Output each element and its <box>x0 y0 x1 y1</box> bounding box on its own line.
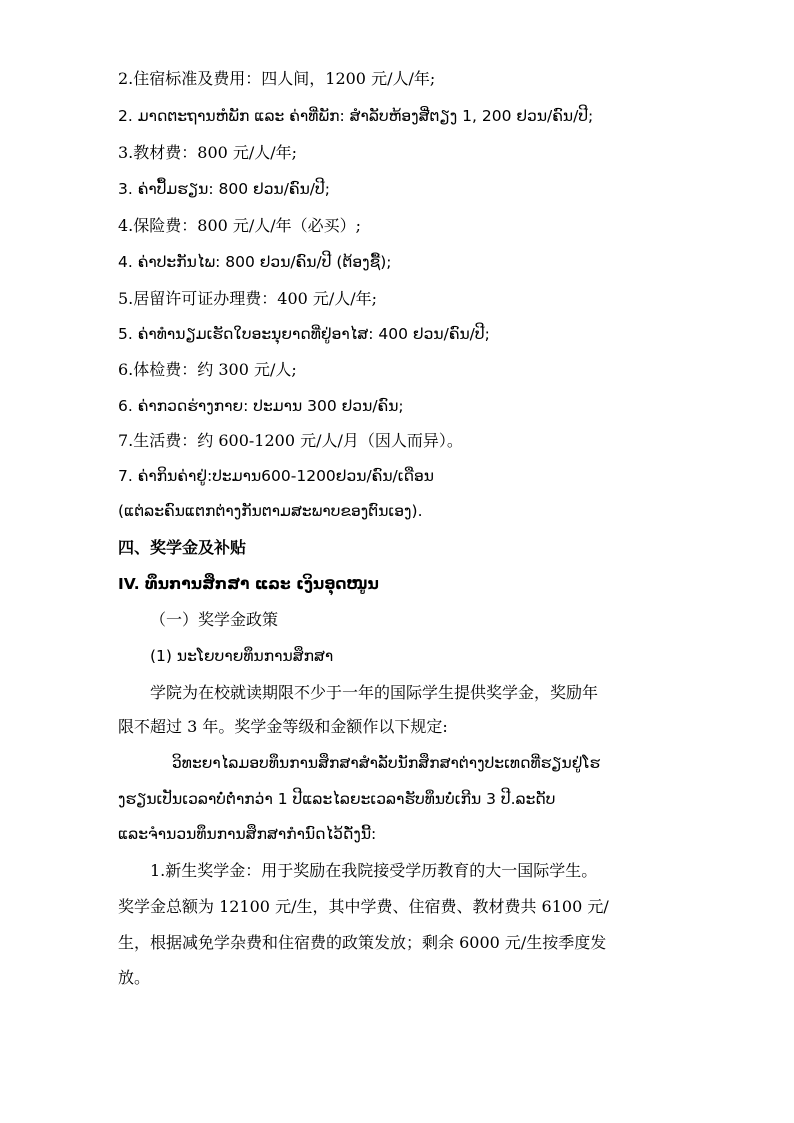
freshman-scholarship-line3: 生，根据减免学杂费和住宿费的政策发放；剩余 6000 元/生按季度发 <box>118 933 607 952</box>
section-heading-zh: 四、奖学金及补贴 <box>118 538 247 557</box>
scholarship-intro-lao-line1: ວິທະຍາໄລມອບທຶນການສຶກສາສຳລັບນັກສຶກສາຕ່າງປະເທດທີ່ຮຽນຢູ່ໂຮ <box>172 754 601 772</box>
scholarship-intro-lao-line2: ງຮຽນເປັນເວລາບໍ່ຕ່ຳກວ່າ 1 ປີແລະໄລຍະເວລາຮັບທຶນບໍ່ເກີນ 3 ປີ.ລະດັບ <box>118 790 556 808</box>
living-expenses-zh: 7.生活费：约 600-1200 元/人/月（因人而异）。 <box>118 431 463 450</box>
freshman-scholarship-line2: 奖学金总额为 12100 元/生，其中学费、住宿费、教材费共 6100 元/ <box>118 897 609 916</box>
textbook-fee-zh: 3.教材费：800 元/人/年; <box>118 143 298 162</box>
residence-permit-fee-lao: 5. ຄ່າທຳນຽມເຮັດໃບອະນຸຍາດທີ່ຢູ່ອາໄສ: 400 ຢວນ/ຄົນ/ປີ; <box>118 325 490 343</box>
freshman-scholarship-line4: 放。 <box>118 968 151 987</box>
scholarship-intro-lao-line3: ແລະຈຳນວນທຶນການສຶກສາກຳນົດໄວ້ດັ່ງນີ້: <box>118 825 377 843</box>
medical-exam-fee-lao: 6. ຄ່າກວດຮ່າງກາຍ: ປະມານ 300 ຢວນ/ຄົນ; <box>118 397 404 415</box>
living-expenses-lao: 7. ຄ່າກິນຄ່າຢູ່:ປະມານ600-1200ຢວນ/ຄົນ/ເດືອນ <box>118 467 434 485</box>
freshman-scholarship-line1: 1.新生奖学金：用于奖励在我院接受学历教育的大一国际学生。 <box>150 861 598 880</box>
textbook-fee-lao: 3. ຄ່າປຶ້ມຮຽນ: 800 ຢວນ/ຄົນ/ປີ; <box>118 180 330 198</box>
subsection-heading-zh: （一）奖学金政策 <box>150 610 279 629</box>
accommodation-fee-lao: 2. ມາດຕະຖານຫໍພັກ ແລະ ຄ່າທີ່ພັກ: ສຳລັບຫ້ອງສີ່ຕຽງ 1, 200 ຢວນ/ຄົນ/ປີ; <box>118 107 594 125</box>
section-heading-lao: IV. ທຶນການສຶກສາ ແລະ ເງິນອຸດໜູນ <box>118 575 379 593</box>
medical-exam-fee-zh: 6.体检费：约 300 元/人; <box>118 360 297 379</box>
scholarship-intro-zh-line1: 学院为在校就读期限不少于一年的国际学生提供奖学金，奖励年 <box>150 683 599 702</box>
insurance-fee-zh: 4.保险费：800 元/人/年（必买）; <box>118 216 362 235</box>
living-expenses-lao-note: (ແຕ່ລະຄົນແຕກຕ່າງກັນຕາມສະພາບຂອງຕົນເອງ). <box>118 502 423 520</box>
subsection-heading-lao: (1) ນະໂຍບາຍທຶນການສຶກສາ <box>150 647 334 665</box>
insurance-fee-lao: 4. ຄ່າປະກັນໄພ: 800 ຢວນ/ຄົນ/ປີ (ຕ້ອງຊື້); <box>118 253 392 271</box>
residence-permit-fee-zh: 5.居留许可证办理费：400 元/人/年; <box>118 289 378 308</box>
accommodation-fee-zh: 2.住宿标准及费用：四人间，1200 元/人/年; <box>118 69 436 88</box>
scholarship-intro-zh-line2: 限不超过 3 年。奖学金等级和金额作以下规定: <box>118 717 448 736</box>
